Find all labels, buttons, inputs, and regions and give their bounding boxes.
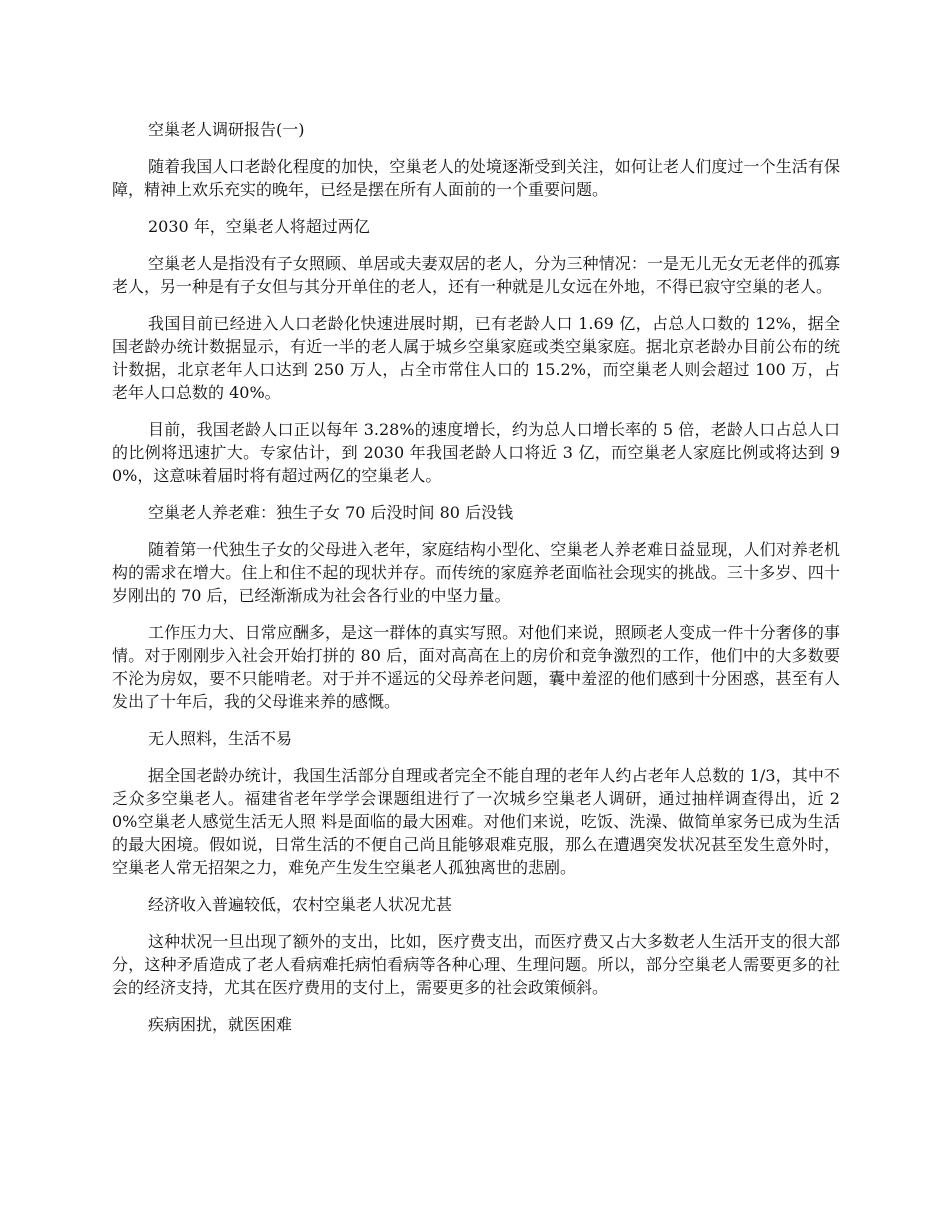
document-page (112, 118, 840, 1050)
paragraph-statistics: 我国目前已经进入人口老龄化快速进展时期，已有老龄人口 1.69 亿，占总人口数的 12%，据全国老龄办统计数据显示，有近一半的老人属于城乡空巢家庭或类空巢家庭。据北京老龄办目前公布的统计数据，北京老年人口达到 250 万人，占全市常住人口的 15.2%，而空巢老人则会超过 100 万，占老年人口总数的 40%。 (112, 314, 840, 402)
paragraph-growth: 目前，我国老龄人口正以每年 3.28%的速度增长，约为总人口增长率的 5 倍，老龄人口占总人口的比例将迅速扩大。专家估计，到 2030 年我国老龄人口将近 3 亿，而空巢老人家庭比例或将达到 90%，这意味着届时将有超过两亿的空巢老人。 (112, 420, 840, 485)
paragraph-only-child: 随着第一代独生子女的父母进入老年，家庭结构小型化、空巢老人养老难日益显现，人们对养老机构的需求在增大。住上和住不起的现状并存。而传统的家庭养老面临社会现实的挑战。三十多岁、四十岁刚出的 70 后，已经渐渐成为社会各行业的中坚力量。 (112, 540, 840, 605)
section-heading-4: 经济收入普遍较低，农村空巢老人状况尤甚 (148, 895, 453, 914)
paragraph-care: 据全国老龄办统计，我国生活部分自理或者完全不能自理的老年人约占老年人总数的 1/3，其中不乏众多空巢老人。福建省老年学学会课题组进行了一次城乡空巢老人调研，通过抽样调查得出，近 20%空巢老人感觉生活无人照 料是面临的最大困难。对他们来说，吃饭、洗澡、做简单家务已成为生活的最大困境。假如说，日常生活的不便自己尚且能够艰难克服，那么在遭遇突发状况甚至发生意外时，空巢老人常无招架之力，难免产生发生空巢老人孤独离世的悲剧。 (112, 766, 840, 877)
intro-paragraph: 随着我国人口老龄化程度的加快，空巢老人的处境逐渐受到关注，如何让老人们度过一个生活有保障，精神上欢乐充实的晚年，已经是摆在所有人面前的一个重要问题。 (112, 157, 840, 199)
section-heading-2: 空巢老人养老难：独生子女 70 后没时间 80 后没钱 (148, 503, 514, 522)
section-heading-5: 疾病困扰，就医困难 (148, 1015, 293, 1034)
paragraph-pressure: 工作压力大、日常应酬多，是这一群体的真实写照。对他们来说，照顾老人变成一件十分奢侈的事情。对于刚刚步入社会开始打拼的 80 后，面对高高在上的房价和竞争激烈的工作，他们中的大多数要不沦为房奴，要不只能啃老。对于并不遥远的父母养老问题，囊中羞涩的他们感到十分困惑，甚至有人发出了十年后，我的父母谁来养的感慨。 (112, 623, 840, 711)
title: 空巢老人调研报告(一) (148, 120, 305, 139)
section-heading-3: 无人照料，生活不易 (148, 729, 293, 748)
section-heading-1: 2030 年，空巢老人将超过两亿 (148, 217, 370, 236)
paragraph-economy: 这种状况一旦出现了额外的支出，比如，医疗费支出，而医疗费又占大多数老人生活开支的很大部分，这种矛盾造成了老人看病难托病怕看病等各种心理、生理问题。所以，部分空巢老人需要更多的社会的经济支持，尤其在医疗费用的支付上，需要更多的社会政策倾斜。 (112, 932, 840, 997)
paragraph-definition: 空巢老人是指没有子女照顾、单居或夫妻双居的老人，分为三种情况：一是无儿无女无老伴的孤寡老人，另一种是有子女但与其分开单住的老人，还有一种就是儿女远在外地，不得已寂守空巢的老人。 (112, 254, 840, 296)
